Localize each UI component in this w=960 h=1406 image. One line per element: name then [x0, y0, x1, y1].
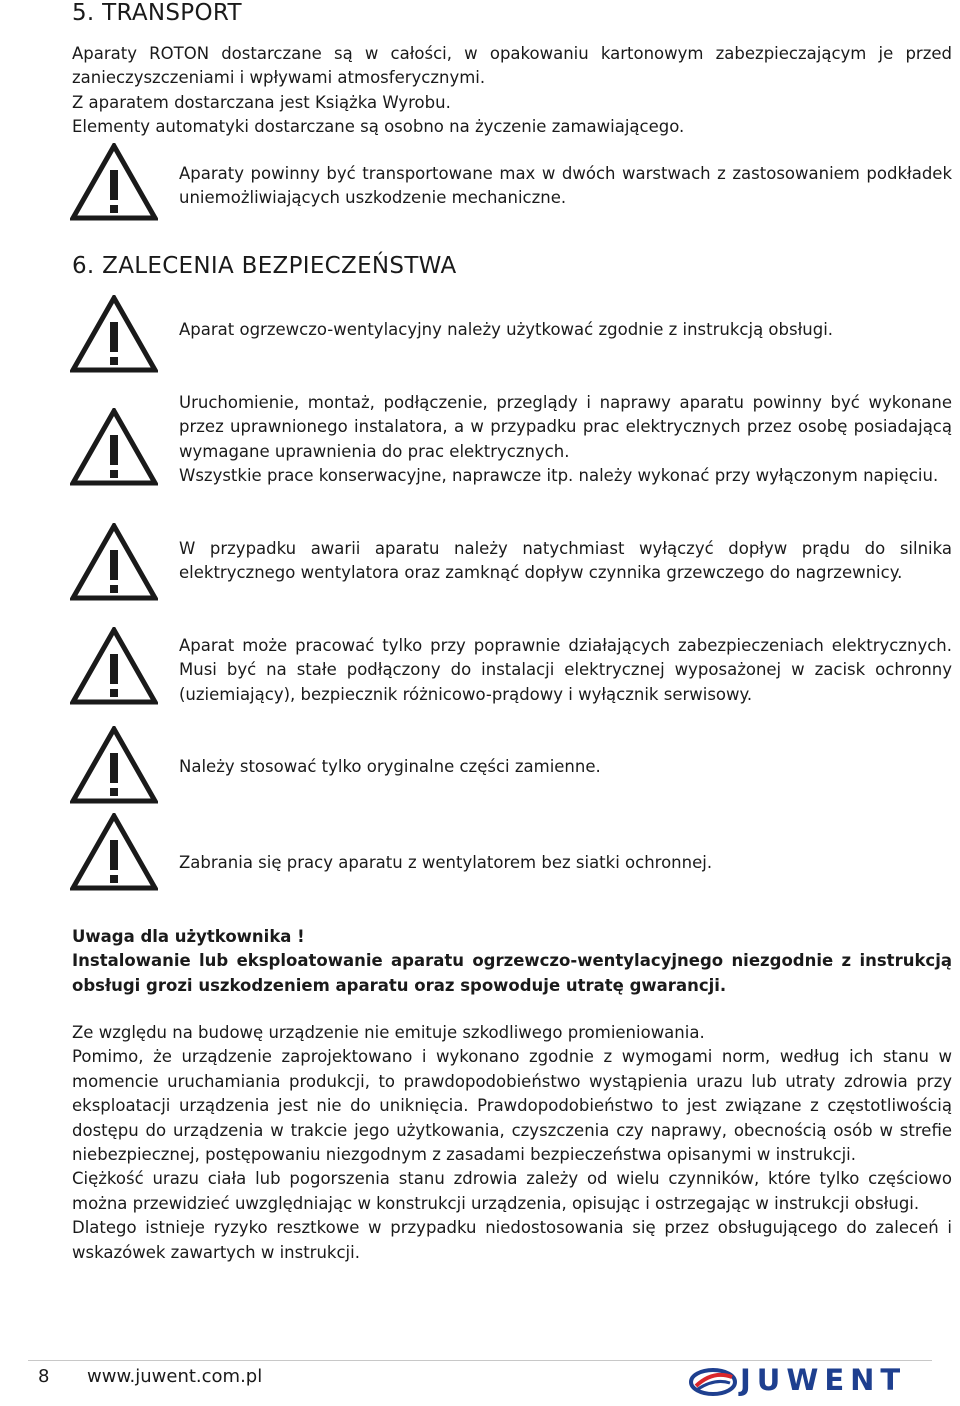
safety-warning-6: Zabrania się pracy aparatu z wentylatorem bez siatki ochronnej. — [179, 853, 713, 872]
user-notice-body: Instalowanie lub eksploatowanie aparatu ogrzewczo-wentylacyjnego niezgodnie z instrukcją obsługi grozi uszkodzeniem aparatu oraz spowoduje utratę gwarancji. — [72, 951, 952, 995]
safety-warning-2-text-a: Uruchomienie, montaż, podłączenie, przeglądy i naprawy aparatu powinny być wykonane przez uprawnionego instalatora, a w przypadku prac elektrycznych przez osobę posiadającą wymagane uprawnienia do prac elektrycznych. — [179, 393, 952, 461]
transport-paragraph-3: Elementy automatyki dostarczane są osobno na życzenie zamawiającego. — [72, 117, 685, 137]
risk-paragraph-1: Ze względu na budowę urządzenie nie emituje szkodliwego promieniowania. — [72, 1023, 705, 1042]
transport-text — [72, 42, 952, 140]
warning-triangle-icon — [70, 726, 158, 804]
warning-triangle-icon — [70, 295, 158, 373]
warning-triangle-icon — [70, 627, 158, 705]
footer-website-link[interactable]: www.juwent.com.pl — [87, 1366, 263, 1387]
safety-warning-2 — [179, 391, 952, 489]
user-notice — [72, 925, 952, 998]
transport-paragraph-2: Z aparatem dostarczana jest Książka Wyrobu. — [72, 92, 451, 112]
warning-triangle-icon — [70, 143, 158, 221]
user-notice-title: Uwaga dla użytkownika ! — [72, 927, 305, 946]
section-heading-transport: 5. TRANSPORT — [72, 0, 242, 26]
warning-triangle-icon — [70, 813, 158, 891]
transport-warning-text: Aparaty powinny być transportowane max w dwóch warstwach z zastosowaniem podkładek uniemożliwiających uszkodzenie mechaniczne. — [179, 164, 952, 208]
risk-paragraph-4: Dlatego istnieje ryzyko resztkowe w przypadku niedostosowania się przez obsługującego do zaleceń i wskazówek zawartych w instrukcji. — [72, 1218, 952, 1262]
juwent-logo — [688, 1363, 952, 1398]
risk-paragraph-2: Pomimo, że urządzenie zaprojektowano i wykonano zgodnie z wymogami norm, według ich stanu w momencie uruchamiania produkcji, to prawdopodobieństwo wystąpienia urazu lub utraty zdrowia przy eksploatacji urządzenia jest nie do uniknięcia. Prawdopodobieństwo to jest związane z częstotliwością dostępu do urządzenia w trakcie jego użytkowania, czyszczenia czy naprawy, obecnością osób w strefie niebezpiecznej, postępowaniu niezgodnym z zasadami bezpieczeństwa opisanymi w instrukcji. — [72, 1047, 952, 1165]
logo-wordmark: JUWENT — [740, 1363, 907, 1397]
safety-warning-2-text-b: Wszystkie prace konserwacyjne, naprawcze itp. należy wykonać przy wyłączonym napięciu. — [179, 466, 939, 486]
residual-risk-text — [72, 1021, 952, 1265]
warning-triangle-icon — [70, 523, 158, 601]
section-heading-safety: 6. ZALECENIA BEZPIECZEŃSTWA — [72, 253, 457, 279]
safety-warning-3: W przypadku awarii aparatu należy natychmiast wyłączyć dopływ prądu do silnika elektrycznego wentylatora oraz zamknąć dopływ czynnika grzewczego do nagrzewnicy. — [179, 539, 952, 583]
footer-divider — [28, 1360, 932, 1361]
transport-paragraph-1: Aparaty ROTON dostarczane są w całości, w opakowaniu kartonowym zabezpieczającym je przed zanieczyszczeniami i wpływami atmosferycznymi. — [72, 44, 952, 88]
page-number: 8 — [38, 1366, 50, 1387]
juwent-logo-icon — [688, 1366, 738, 1398]
risk-paragraph-3: Ciężkość urazu ciała lub pogorszenia stanu zdrowia zależy od wielu czynników, które tylko częściowo można przewidzieć uwzględniając w konstrukcji urządzenia, opisując i ostrzegając w instrukcji obsługi. — [72, 1169, 952, 1213]
safety-warning-5: Należy stosować tylko oryginalne części zamienne. — [179, 757, 601, 776]
warning-triangle-icon — [70, 408, 158, 486]
safety-warning-1: Aparat ogrzewczo-wentylacyjny należy użytkować zgodnie z instrukcją obsługi. — [179, 320, 834, 339]
safety-warning-4: Aparat może pracować tylko przy poprawnie działających zabezpieczeniach elektrycznych. Musi być na stałe podłączony do instalacji elektrycznej wyposażonej w zacisk ochronny (uziemiający), bezpiecznik różnicowo-prądowy i wyłącznik serwisowy. — [179, 636, 952, 704]
